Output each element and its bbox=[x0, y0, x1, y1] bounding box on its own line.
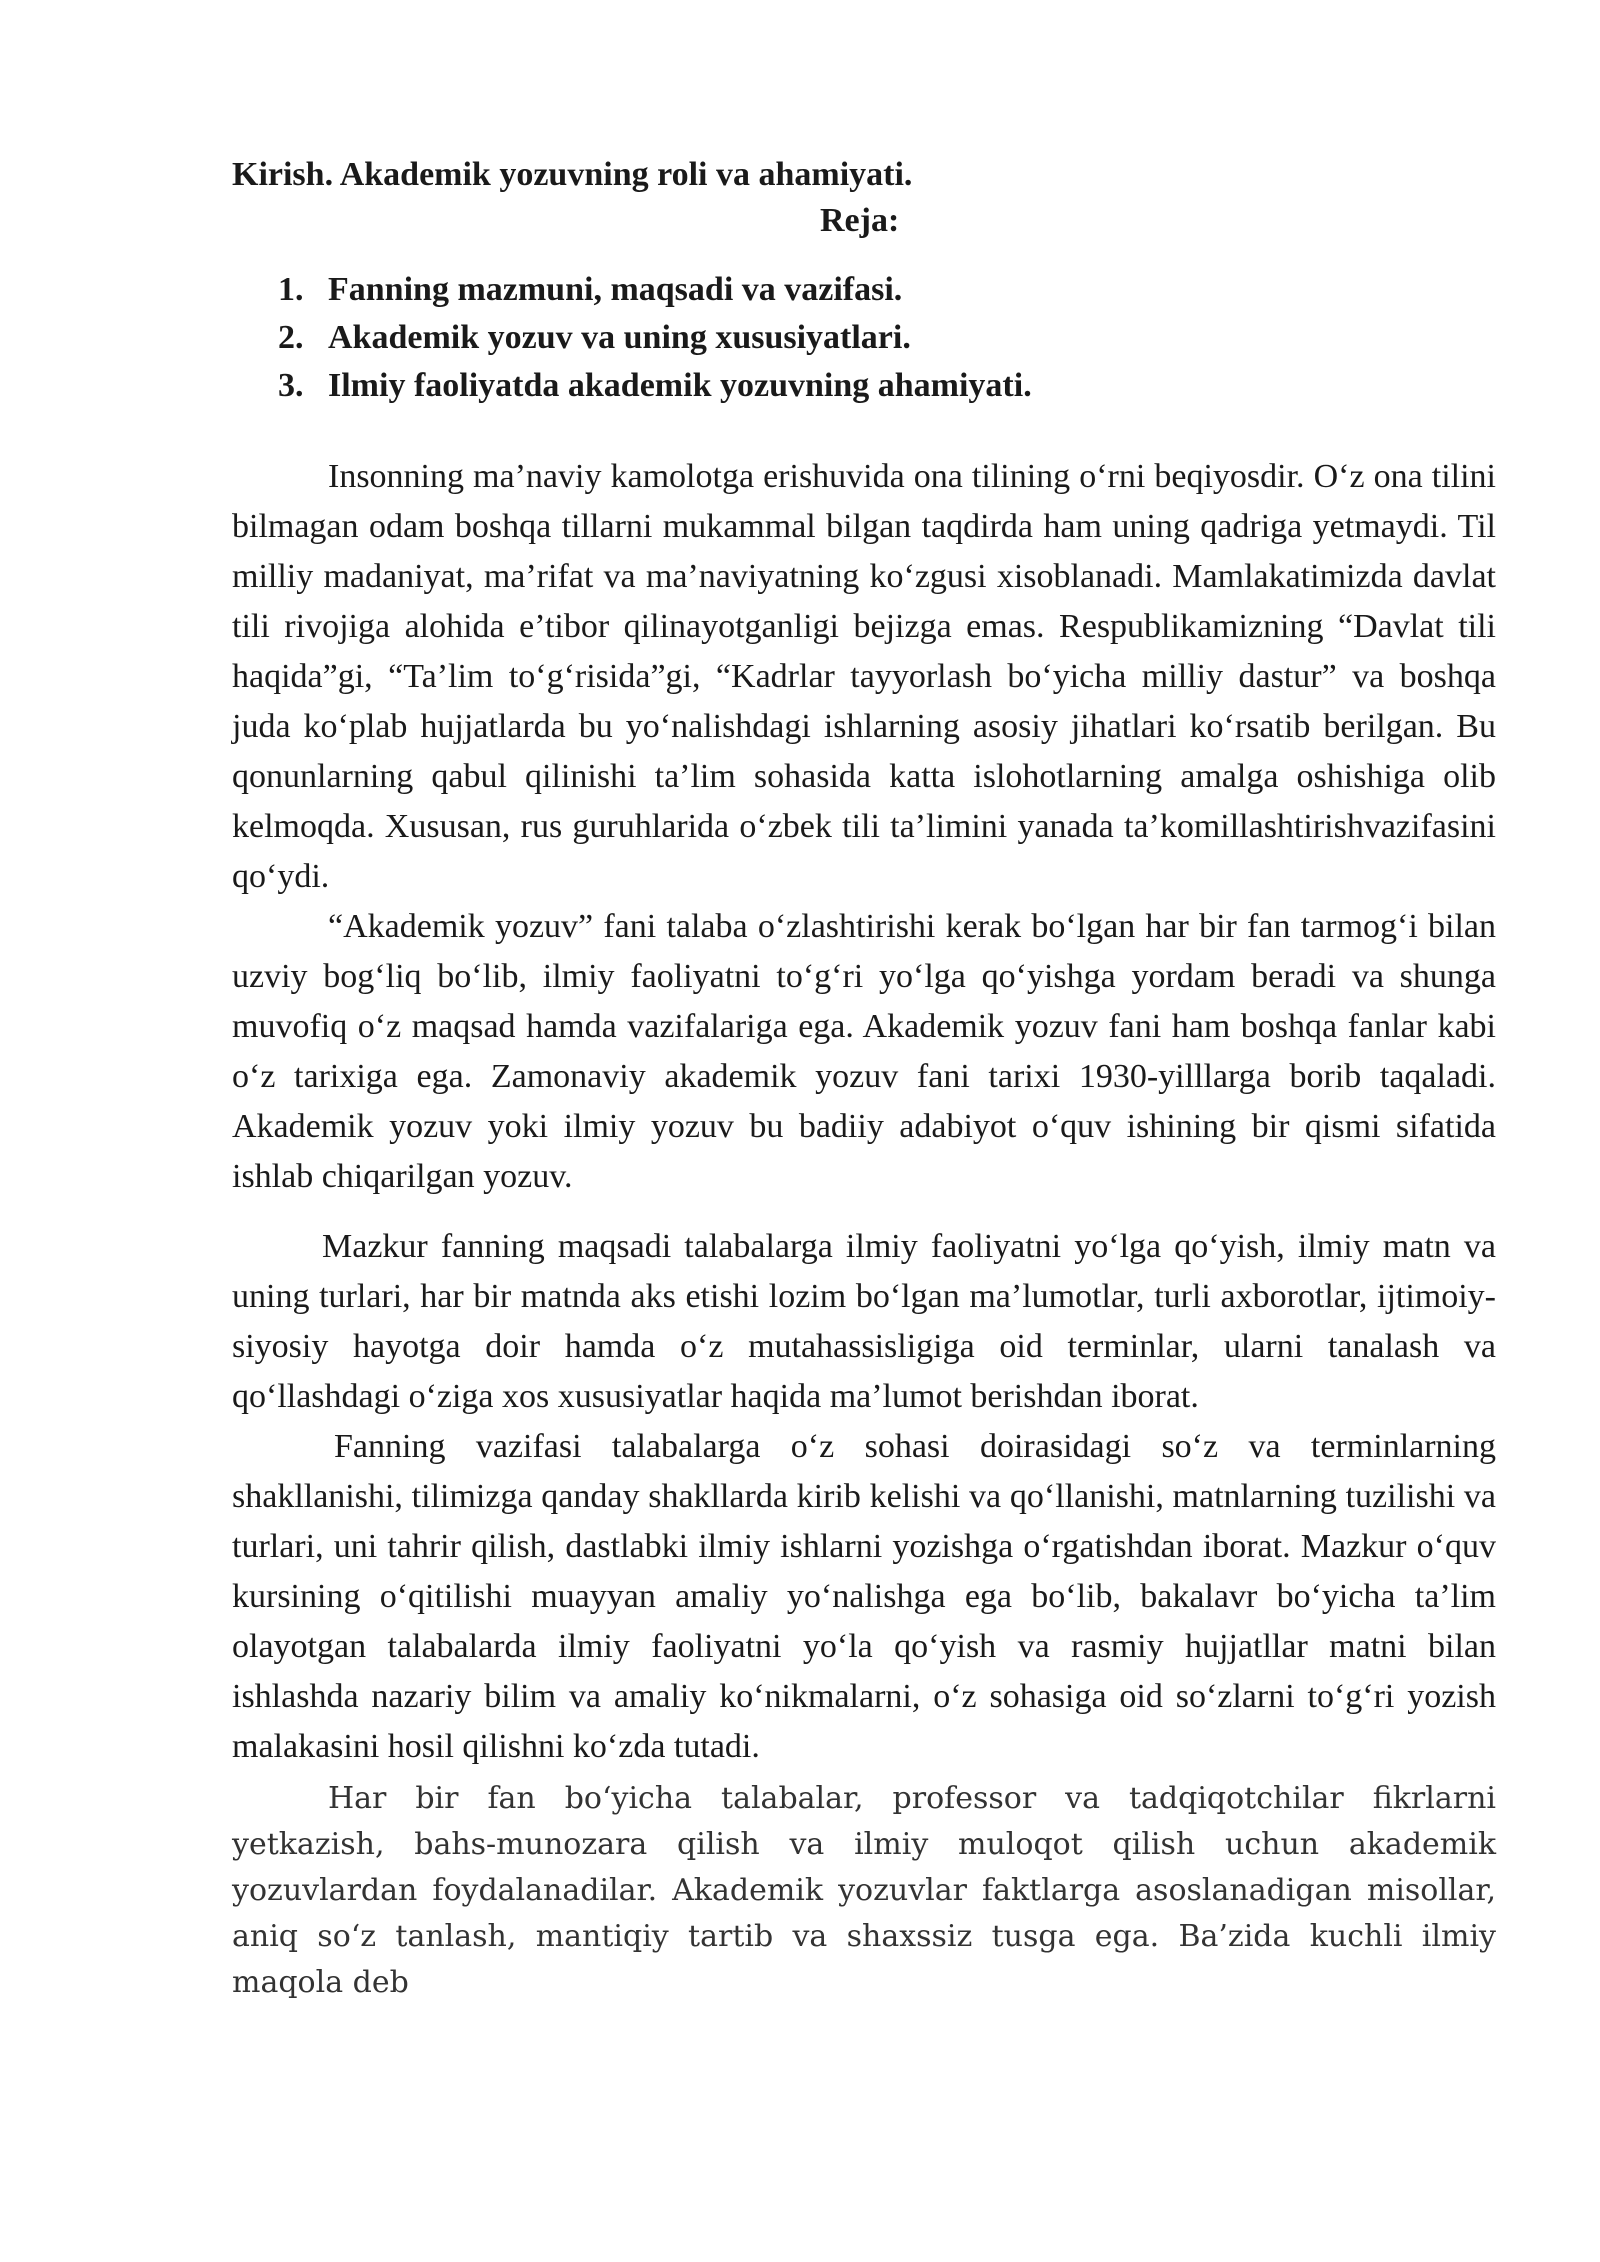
plan-item-text: Fanning mazmuni, maqsadi va vazifasi. bbox=[328, 271, 903, 308]
plan-item bbox=[278, 314, 1496, 362]
plan-item-number: 2. bbox=[278, 319, 304, 356]
body-paragraph: Har bir fan bo‘yicha talabalar, professor va tadqiqotchilar fikrlarni yetkazish, bahs-munozara qilish va ilmiy muloqot qilish uchun akademik yozuvlardan foydalanadilar. Akademik yozuvlar faktlarga asoslanadigan misollar, aniq so‘z tanlash, mantiqiy tartib va shaxssiz tusga ega. Ba’zida kuchli ilmiy maqola deb bbox=[232, 1781, 1496, 2000]
plan-item bbox=[278, 362, 1496, 410]
body-paragraph: Mazkur fanning maqsadi talabalarga ilmiy faoliyatni yo‘lga qo‘yish, ilmiy matn va uning turlari, har bir matnda aks etishi lozim bo‘lgan ma’lumotlar, turli axborotlar, ijtimoiy-siyosiy hayotga doir hamda o‘z mutahassisligiga oid terminlar, ularni tanalash va qo‘llashdagi o‘ziga xos xususiyatlar haqida ma’lumot berishdan iborat. bbox=[232, 1228, 1496, 1415]
plan-item-number: 3. bbox=[278, 367, 304, 404]
body-paragraph: “Akademik yozuv” fani talaba o‘zlashtirishi kerak bo‘lgan har bir fan tarmog‘i bilan uzviy bog‘liq bo‘lib, ilmiy faoliyatni to‘g‘ri yo‘lga qo‘yishga yordam beradi va shunga muvofiq o‘z maqsad hamda vazifalariga ega. Akademik yozuv fani ham boshqa fanlar kabi o‘z tarixiga ega. Zamonaviy akademik yozuv fani tarixi 1930-yilllarga borib taqaladi. Akademik yozuv yoki ilmiy yozuv bu badiiy adabiyot o‘quv ishining bir qismi sifatida ishlab chiqarilgan yozuv. bbox=[232, 908, 1496, 1195]
plan-list bbox=[232, 266, 1496, 410]
body-paragraph: Insonning ma’naviy kamolotga erishuvida ona tilining o‘rni beqiyosdir. O‘z ona tilini bilmagan odam boshqa tillarni mukammal bilgan taqdirda ham uning qadriga yetmaydi. Til milliy madaniyat, ma’rifat va ma’naviyatning ko‘zgusi xisoblanadi. Mamlakatimizda davlat tili rivojiga alohida e’tibor qilinayotganligi bejizga emas. Respublikamizning “Davlat tili haqida”gi, “Ta’lim to‘g‘risida”gi, “Kadrlar tayyorlash bo‘yicha milliy dastur” va boshqa juda ko‘plab hujjatlarda bu yo‘nalishdagi ishlarning asosiy jihatlari ko‘rsatib berilgan. Bu qonunlarning qabul qilinishi ta’lim sohasida katta islohotlarning amalga oshishiga olib kelmoqda. Xususan, rus guruhlarida o‘zbek tili ta’limini yanada ta’komillashtirishvazifasini qo‘ydi. bbox=[232, 458, 1496, 895]
plan-item-text: Akademik yozuv va uning xususiyatlari. bbox=[328, 319, 911, 356]
plan-item bbox=[278, 266, 1496, 314]
plan-heading: Reja: bbox=[820, 202, 900, 239]
document-page bbox=[232, 152, 1496, 2006]
document-title: Kirish. Akademik yozuvning roli va ahamiyati. bbox=[232, 156, 913, 193]
body-paragraph: Fanning vazifasi talabalarga o‘z sohasi doirasidagi so‘z va terminlarning shakllanishi, tilimizga qanday shakllarda kirib kelishi va qo‘llanishi, matnlarning tuzilishi va turlari, uni tahrir qilish, dastlabki ilmiy ishlarni yozishga o‘rgatishdan iborat. Mazkur o‘quv kursining o‘qitilishi muayyan amaliy yo‘nalishga ega bo‘lib, bakalavr bo‘yicha ta’lim olayotgan talabalarda ilmiy faoliyatni yo‘la qo‘yish va rasmiy hujjatllar matni bilan ishlashda nazariy bilim va amaliy ko‘nikmalarni, o‘z sohasiga oid so‘zlarni to‘g‘ri yozish malakasini hosil qilishni ko‘zda tutadi. bbox=[232, 1428, 1496, 1765]
plan-item-text: Ilmiy faoliyatda akademik yozuvning ahamiyati. bbox=[328, 367, 1032, 404]
plan-item-number: 1. bbox=[278, 271, 304, 308]
